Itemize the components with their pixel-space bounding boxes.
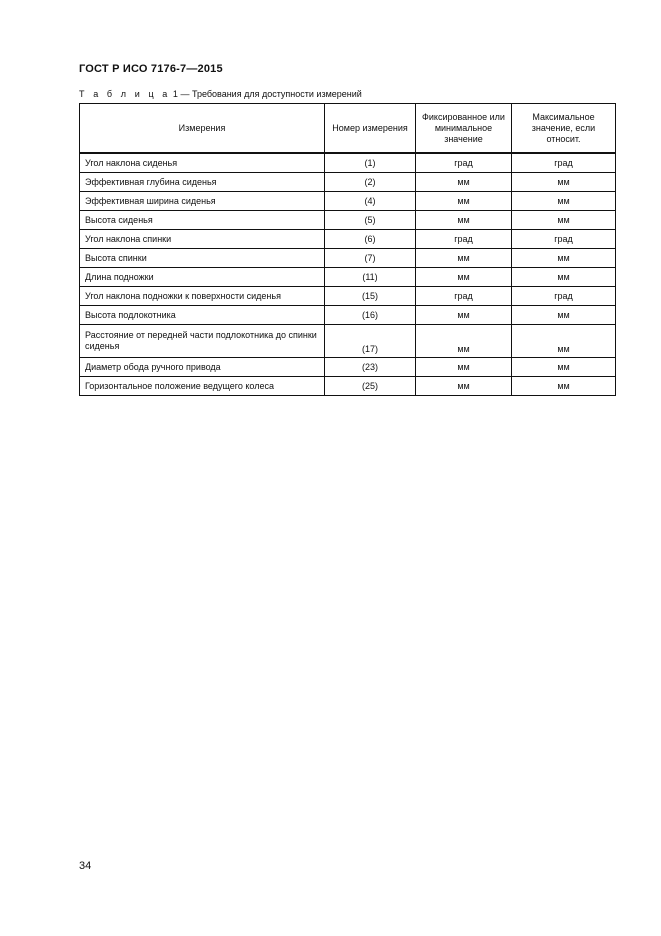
measurements-table — [79, 103, 616, 396]
cell-measurement-name: Угол наклона сиденья — [80, 153, 325, 173]
table-row — [80, 153, 616, 173]
caption-text: — Требования для доступности измерений — [180, 89, 362, 99]
cell-fixed-min-unit: мм — [416, 325, 512, 358]
cell-measurement-number: (1) — [325, 153, 416, 173]
caption-label: Т а б л и ц а — [79, 89, 171, 99]
table-row — [80, 249, 616, 268]
table-row — [80, 358, 616, 377]
table-row — [80, 377, 616, 396]
cell-fixed-min-unit: мм — [416, 306, 512, 325]
caption-number: 1 — [172, 89, 178, 99]
table-caption — [79, 89, 362, 99]
cell-measurement-number: (15) — [325, 287, 416, 306]
cell-measurement-name: Высота сиденья — [80, 211, 325, 230]
cell-fixed-min-unit: мм — [416, 377, 512, 396]
cell-measurement-name: Высота спинки — [80, 249, 325, 268]
table-row — [80, 192, 616, 211]
page-number: 34 — [79, 860, 92, 872]
cell-measurement-name: Эффективная глубина сиденья — [80, 173, 325, 192]
cell-measurement-name: Диаметр обода ручного привода — [80, 358, 325, 377]
cell-max-unit: мм — [512, 268, 616, 287]
cell-fixed-min-unit: мм — [416, 249, 512, 268]
cell-max-unit: град — [512, 287, 616, 306]
cell-measurement-number: (25) — [325, 377, 416, 396]
table-row — [80, 173, 616, 192]
document-code: ГОСТ Р ИСО 7176-7—2015 — [79, 63, 223, 75]
cell-measurement-number: (6) — [325, 230, 416, 249]
cell-max-unit: град — [512, 153, 616, 173]
cell-fixed-min-unit: мм — [416, 211, 512, 230]
cell-measurement-number: (23) — [325, 358, 416, 377]
cell-fixed-min-unit: град — [416, 153, 512, 173]
cell-measurement-number: (7) — [325, 249, 416, 268]
table-row — [80, 268, 616, 287]
cell-measurement-number: (5) — [325, 211, 416, 230]
cell-max-unit: град — [512, 230, 616, 249]
cell-fixed-min-unit: град — [416, 230, 512, 249]
cell-max-unit: мм — [512, 358, 616, 377]
cell-measurement-name: Угол наклона спинки — [80, 230, 325, 249]
cell-measurement-number: (17) — [325, 325, 416, 358]
cell-fixed-min-unit: мм — [416, 192, 512, 211]
cell-measurement-number: (11) — [325, 268, 416, 287]
table-row — [80, 325, 616, 358]
cell-max-unit: мм — [512, 306, 616, 325]
cell-max-unit: мм — [512, 211, 616, 230]
table-row — [80, 211, 616, 230]
table-row — [80, 306, 616, 325]
cell-measurement-name: Горизонтальное положение ведущего колеса — [80, 377, 325, 396]
column-header-fixed-min: Фиксированное или минимальное значение — [416, 104, 512, 154]
cell-measurement-name: Длина подножки — [80, 268, 325, 287]
table-row — [80, 287, 616, 306]
table-header-row — [80, 104, 616, 154]
column-header-measurements: Измерения — [80, 104, 325, 154]
cell-max-unit: мм — [512, 192, 616, 211]
cell-max-unit: мм — [512, 377, 616, 396]
cell-fixed-min-unit: град — [416, 287, 512, 306]
cell-max-unit: мм — [512, 325, 616, 358]
cell-measurement-name: Расстояние от передней части подлокотника до спинки сиденья — [80, 325, 325, 358]
cell-max-unit: мм — [512, 249, 616, 268]
cell-max-unit: мм — [512, 173, 616, 192]
column-header-measurement-number: Номер измерения — [325, 104, 416, 154]
cell-measurement-name: Высота подлокотника — [80, 306, 325, 325]
cell-measurement-name: Эффективная ширина сиденья — [80, 192, 325, 211]
cell-measurement-number: (16) — [325, 306, 416, 325]
table-row — [80, 230, 616, 249]
cell-fixed-min-unit: мм — [416, 268, 512, 287]
cell-fixed-min-unit: мм — [416, 173, 512, 192]
cell-measurement-number: (4) — [325, 192, 416, 211]
cell-measurement-number: (2) — [325, 173, 416, 192]
cell-measurement-name: Угол наклона подножки к поверхности сиденья — [80, 287, 325, 306]
column-header-max: Максимальное значение, если относит. — [512, 104, 616, 154]
cell-fixed-min-unit: мм — [416, 358, 512, 377]
